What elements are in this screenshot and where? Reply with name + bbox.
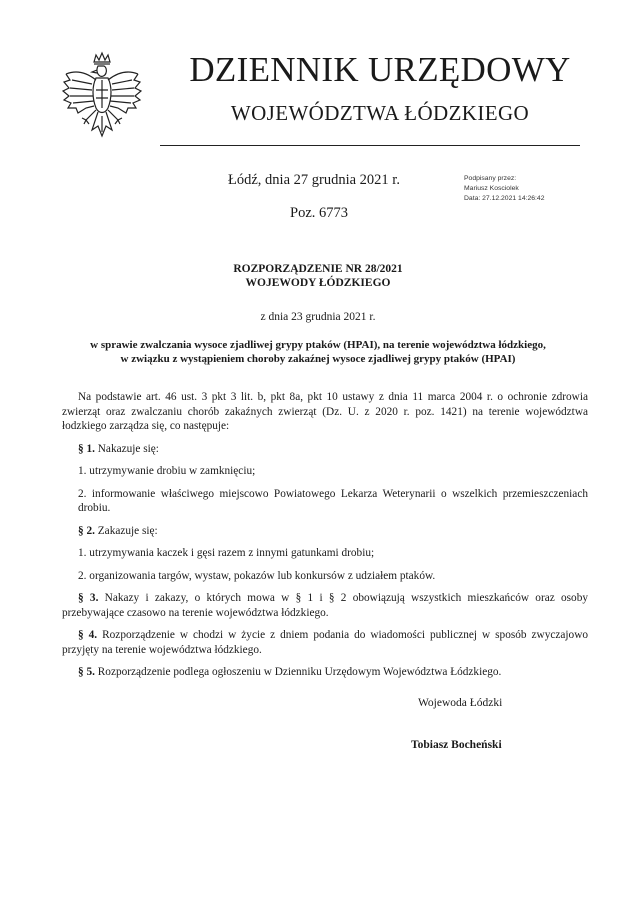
- subject-line-1: w sprawie zwalczania wysoce zjadliwej grypy ptaków (HPAI), na terenie województwa łódzkiego,: [90, 339, 546, 351]
- section-2-item-2: 2. organizowania targów, wystaw, pokazów lub konkursów z udziałem ptaków.: [78, 569, 436, 582]
- journal-subtitle: WOJEWÓDZTWA ŁÓDZKIEGO: [230, 101, 530, 125]
- signed-by-label: Podpisany przez:: [464, 175, 517, 182]
- subject-line-2: w związku z wystąpieniem choroby zakaźnej wysoce zjadliwej grypy ptaków (HPAI): [120, 353, 516, 365]
- section-1: [62, 442, 588, 457]
- section-3-label: § 3.: [78, 592, 99, 604]
- section-3: [62, 591, 588, 620]
- section-1-item-1: 1. utrzymywanie drobiu w zamknięciu;: [78, 465, 256, 477]
- header-divider: [160, 145, 580, 146]
- regulation-title: [0, 262, 636, 290]
- regulation-number: ROZPORZĄDZENIE NR 28/2021: [233, 263, 403, 275]
- section-2-item-1: 1. utrzymywania kaczek i gęsi razem z innymi gatunkami drobiu;: [78, 547, 375, 559]
- signer-name: Mariusz Kosciolek: [464, 185, 519, 192]
- publication-date: Łódź, dnia 27 grudnia 2021 r.: [228, 172, 400, 188]
- section-2-label: § 2.: [78, 524, 95, 537]
- section-5-text: Rozporządzenie podlega ogłoszeniu w Dzienniku Urzędowym Województwa Łódzkiego.: [94, 666, 502, 678]
- section-4: [62, 628, 588, 657]
- section-2: [62, 524, 588, 539]
- signature-date: Data: 27.12.2021 14:26:42: [464, 195, 545, 202]
- journal-title: DZIENNIK URZĘDOWY: [189, 50, 571, 89]
- regulation-issuer: WOJEWODY ŁÓDZKIEGO: [245, 277, 391, 289]
- position-number: Poz. 6773: [290, 205, 348, 221]
- regulation-body: [62, 390, 588, 680]
- signatory-role: Wojewoda Łódzki: [418, 697, 503, 709]
- signatory-name: Tobiasz Bocheński: [411, 739, 502, 751]
- section-4-label: § 4.: [78, 629, 98, 641]
- preamble: Na podstawie art. 46 ust. 3 pkt 3 lit. b, pkt 8a, pkt 10 ustawy z dnia 11 marca 2004 r. o ochronie zdrowia zwierząt oraz zwalczaniu chorób zakaźnych zwierząt (Dz. U. z 2020 r. poz. 1421) na terenie województwa łodzkiego zarządza się, co następuje:: [62, 391, 588, 432]
- electronic-signature-stamp: [464, 174, 545, 204]
- polish-eagle-emblem-icon: [56, 50, 148, 150]
- section-2-text: Zakazuje się:: [94, 524, 158, 537]
- section-4-text: Rozporządzenie w chodzi w życie z dniem podania do wiadomości publicznej w sposób zwyczajowo przyjęty na terenie województwa łódzkiego.: [62, 629, 589, 656]
- section-1-item-2: 2. informowanie właściwego miejscowo Powiatowego Lekarza Weterynarii o wszelkich przemieszczeniach drobiu.: [78, 487, 588, 514]
- section-1-label: § 1.: [78, 442, 95, 455]
- section-1-text: Nakazuje się:: [94, 442, 159, 455]
- section-5: [62, 665, 588, 680]
- section-5-label: § 5.: [78, 666, 95, 678]
- regulation-subject: [0, 338, 636, 366]
- section-3-text: Nakazy i zakazy, o których mowa w § 1 i § 2 obowiązują wszystkich mieszkańców oraz osoby przebywające czasowo na terenie województwa łódzkiego.: [62, 592, 588, 619]
- regulation-date: z dnia 23 grudnia 2021 r.: [260, 311, 376, 323]
